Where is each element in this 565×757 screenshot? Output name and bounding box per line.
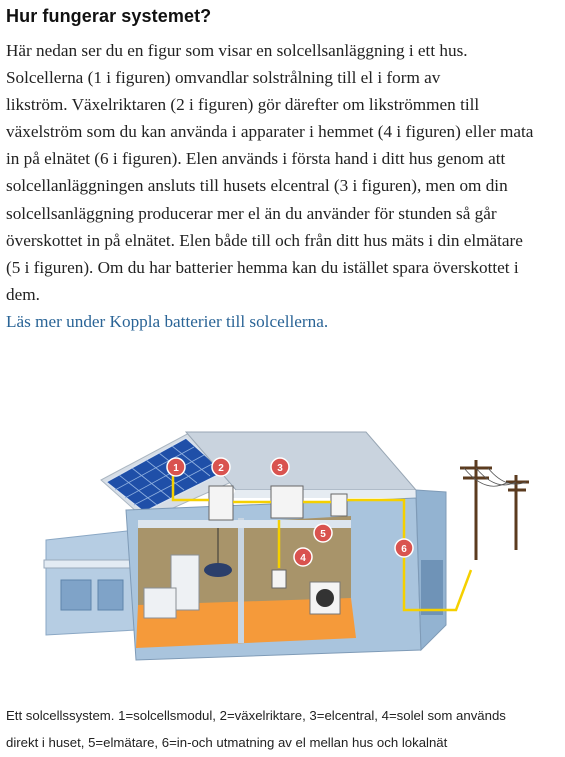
caption-line: direkt i huset, 5=elmätare, 6=in-och utmatning av el mellan hus och lokalnät	[6, 735, 448, 750]
electrical-panel	[271, 486, 303, 518]
paragraph-line: solcellanläggningen ansluts till husets elcentral (3 i figuren), men om din	[6, 176, 508, 196]
badge-4	[294, 548, 312, 566]
badge-3	[271, 458, 289, 476]
solar-system-illustration	[26, 420, 546, 670]
side-balcony	[44, 560, 139, 568]
figure-caption	[6, 702, 559, 756]
svg-text:1: 1	[173, 463, 179, 474]
electric-meter	[331, 494, 347, 516]
paragraph-line: solcellsanläggning producerar mer el än du använder för stunden så går	[6, 203, 497, 223]
paragraph-line: likström. Växelriktaren (2 i figuren) gör därefter om likströmmen till	[6, 95, 480, 115]
wall-socket	[272, 570, 286, 588]
paragraph-line: dem.	[6, 284, 40, 304]
svg-text:6: 6	[401, 544, 407, 555]
paragraph-line: (5 i figuren). Om du har batterier hemma kan du istället spara överskottet i	[6, 257, 519, 277]
ceiling-lamp	[204, 563, 232, 577]
badge-1	[167, 458, 185, 476]
svg-text:2: 2	[218, 463, 224, 474]
paragraph-line: överskottet in på elnätet. Elen både till och från ditt hus mäts i din elmätare	[6, 230, 523, 250]
batteries-link[interactable]: Läs mer under Koppla batterier till solcellerna.	[6, 311, 329, 331]
svg-text:5: 5	[320, 529, 326, 540]
intro-paragraph	[6, 37, 559, 308]
paragraph-line: Solcellerna (1 i figuren) omvandlar solstrålning till el i form av	[6, 68, 441, 88]
interior-divider	[238, 518, 244, 643]
svg-text:4: 4	[300, 553, 306, 564]
paragraph-line: Här nedan ser du en figur som visar en solcellsanläggning i ett hus.	[6, 41, 468, 60]
paragraph-line: växelström som du kan använda i apparater i hemmet (4 i figuren) eller mata	[6, 122, 534, 142]
badge-5	[314, 524, 332, 542]
badge-2	[212, 458, 230, 476]
badge-6	[395, 539, 413, 557]
side-window	[61, 580, 91, 610]
garage-door	[421, 560, 443, 615]
roof-edge	[231, 490, 421, 498]
article-body	[6, 37, 559, 335]
washer-door	[316, 589, 334, 607]
stove	[144, 588, 176, 618]
paragraph-line: in på elnätet (6 i figuren). Elen används i första hand i ditt hus genom att	[6, 149, 506, 169]
side-window	[98, 580, 123, 610]
inverter	[209, 486, 233, 520]
section-heading: Hur fungerar systemet?	[6, 6, 212, 26]
caption-line: Ett solcellssystem. 1=solcellsmodul, 2=växelriktare, 3=elcentral, 4=solel som används	[6, 708, 506, 723]
svg-text:3: 3	[277, 463, 283, 474]
